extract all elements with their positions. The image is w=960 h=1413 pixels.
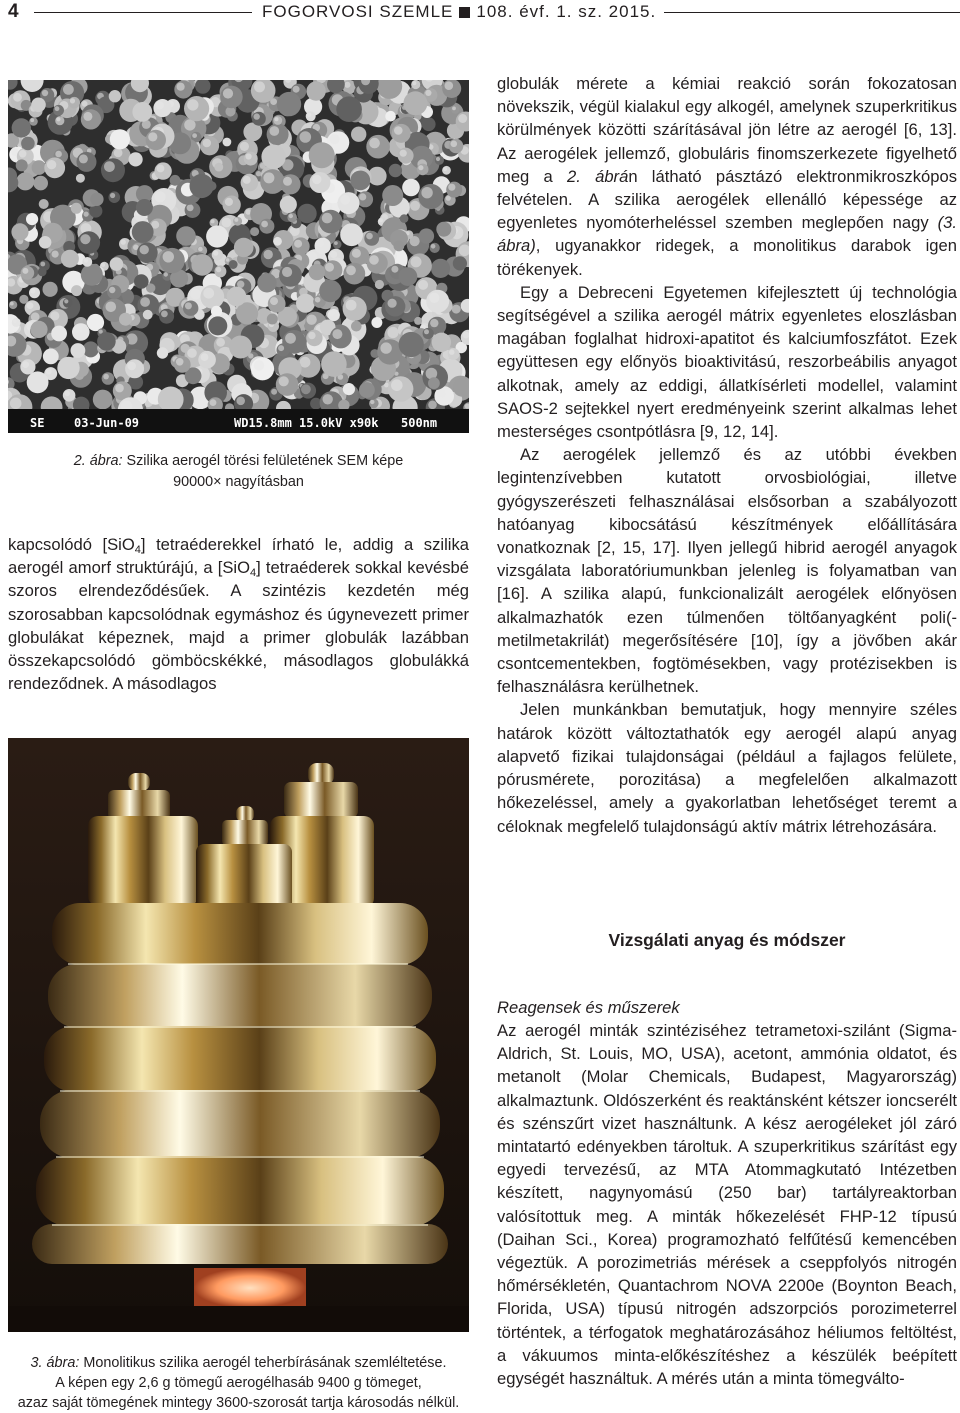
sem-params: WD15.8mm 15.0kV x90k [234, 416, 379, 430]
figure2-caption [8, 451, 469, 493]
left-paragraph: kapcsolódó [SiO$_4$] tetraéderekkel írható le, addig a szilika aerogél amorf struktúrájú, a [SiO$_4$] tetraéderek sokkal kevésbé szoros elrendeződésűek. A szintézis kezdetén még szorosabban kapcsolódnak egymáshoz és úgynevezett primer globulákat képeznek, majd a primer globulák lazábban összekapcsolódó gömböcskékké, másodlagos globulákká rendeződnek. A másodlagos [8, 535, 469, 694]
figure2-caption-line1: 2. ábra: Szilika aerogél törési felületének SEM képe [73, 453, 404, 469]
figure3-label: 3. ábra: [30, 1355, 80, 1371]
sem-info-bar [8, 409, 469, 433]
aerogel-weight-photo [8, 738, 469, 1332]
figure3-caption-line1: 3. ábra: Monolitikus szilika aerogél teherbírásának szemléltetése. [30, 1355, 447, 1371]
figure2-caption-line2: 90000× nagyításban [173, 474, 304, 490]
sem-image [8, 80, 469, 433]
journal-title: FOGORVOSI SZEMLE [262, 2, 454, 21]
figure3-caption [8, 1353, 469, 1413]
figure-reference: 2. ábrá [567, 166, 629, 186]
page-number: 4 [8, 1, 19, 22]
running-header [0, 0, 960, 26]
right-paragraph-4: Jelen munkánkban bemutatjuk, hogy mennyire széles határok között változtathatók egy aerogél alapú anyag alapvető fizikai tulajdonságai (például a fajlagos felülete, pórusmérete, porozitása) a megfelelően alkalmazott hőkezeléssel, amely a gyakorlatban lehetőséget teremt a céloknak megfelelő tulajdonságú aktív mátrix létrehozására. [497, 700, 957, 836]
left-column-text [8, 533, 469, 695]
figure3-caption-line3: azaz saját tömegének mintegy 3600-szorosát tartja károsodás nélkül. [17, 1395, 460, 1411]
figure2-label: 2. ábra: [73, 453, 123, 469]
subsection-title: Reagensek és műszerek [497, 998, 680, 1017]
weights-illustration [8, 738, 469, 1332]
sem-texture [8, 80, 469, 433]
sem-mode: SE [30, 416, 45, 430]
right-column-text [497, 72, 957, 838]
journal-citation [262, 0, 656, 24]
journal-volume: 108. évf. 1. sz. 2015. [476, 2, 657, 21]
header-rule-right [664, 12, 960, 13]
right-paragraph-2: Egy a Debreceni Egyetemen kifejlesztett új technológia segítségével a szilika aerogél mátrix egyenletes eloszlásban magában foglalhat hidroxi-apatitot és kalciumfoszfátot. Ezek együttesen egy előnyös bioaktivitású, reszorbeábilis anyagot alkotnak, amely az eddigi, állatkísérleti modellel, valamint SAOS-2 sejtekkel nyert eredményeink szerint alkalmas lehet mesterséges csontpótlásra [9, 12, 14]. [497, 282, 957, 442]
sem-scale: 500nm [401, 416, 438, 430]
square-bullet-icon [459, 7, 470, 18]
section-title: Vizsgálati anyag és módszer [608, 930, 846, 950]
methods-paragraph: Az aerogél minták szintéziséhez tetrametoxi-szilánt (Sigma-Aldrich, St. Louis, MO, USA), acetont, ammónia oldatot, és metanolt (Molar Chemicals, Budapest, Magyarország) alkalmaztunk. Oldószerként és reaktánsként kétszer ioncserélt és szénszűrt vizet használtunk. A kész aerogéleket jól záró mintatartó edényekben tároltuk. A szuperkritikus szárítást egy egyedi tervezésű, az MTA Atommagkutató Intézetben készített, nagynyomású (250 bar) tartályreaktorban valósítottuk meg. A minták hőkezelését FHP-12 típusú (Daihan Sci., Korea) programozható felfűtésű kemencében végeztük. A porozimetriás mérések a cseppfolyós nitrogén hőmérsékletén, Quantachrom NOVA 2200e (Boynton Beach, Florida, USA) típusú nitrogén adszorpciós porozimeterrel történtek, a térfogatok meghatározásához héliumos feltöltést, a vákuumos minta-előkészítéshez a készülék beépített egységét használtuk. A mérés után a minta tömegválto- [497, 1021, 957, 1389]
right-paragraph-1: globulák mérete a kémiai reakció során fokozatosan növekszik, végül kialakul egy alkogél, amelynek szuperkritikus körülmények közötti szárításával jön létre az aerogél [6, 13]. Az aerogélek jellemző, globuláris finomszerkezete figyelhető meg a 2. ábrán látható pásztázó elektronmikroszkópos felvételen. A szilika aerogélek ellenálló képessége az egyenletes nyomóterheléssel szemben meglepően nagy (3. ábra), ugyanakkor ridegek, a monolitikus darabok igen törékenyek. [497, 74, 958, 279]
methods-text [497, 1019, 957, 1390]
sem-date: 03-Jun-09 [74, 416, 140, 430]
right-paragraph-3: Az aerogélek jellemző és az utóbbi években legintenzívebben kutatott orvosbiológiai, illetve gyógyszerészeti felhasználásai elsősorban a szabályozott hatóanyag kibocsátású készítmények előállítására vonatkoznak [2, 15, 17]. Ilyen jellegű hibrid aerogél anyagok vizsgálata laboratóriumunkban jelenleg is folyamatban van [16]. A szilika alapú, funkcionalizált aerogélek előnyösen alkalmazhatók ezen túlmenően töltőanyagként poli(-metilmetakrilát) megerősítésére [10], így a jövőben akár csontcementekben, fogtömésekben, vagy protézisekben is felhasználásra kerülhetnek. [497, 445, 957, 697]
figure3-caption-line2: A képen egy 2,6 g tömegű aerogélhasáb 9400 g tömeget, [55, 1375, 422, 1391]
figure-reference: (3. ábra) [497, 213, 957, 256]
header-rule-left [34, 12, 252, 13]
